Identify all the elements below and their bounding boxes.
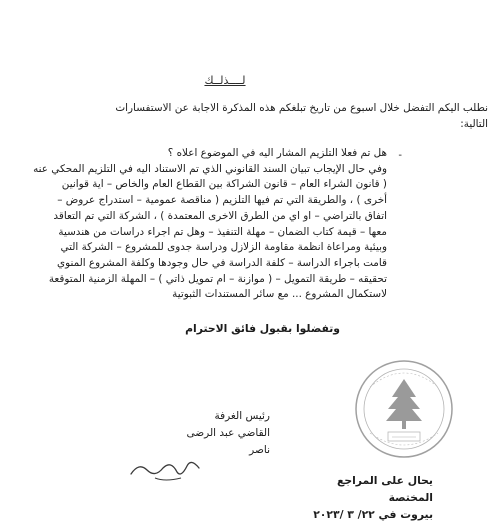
question-line: أخرى ) ، والطريقة التي تم فيها التلزيم ( مناقصة عمومية – استدراج عروض – bbox=[57, 194, 387, 207]
question-line: معها – قيمة كتاب الضمان – مهلة التنفيذ – وهل تم اجراء دراسات من هندسية bbox=[58, 225, 387, 238]
signer-title: رئيس الغرفة bbox=[214, 410, 270, 422]
question-line: هل تم فعلا التلزيم المشار اليه في الموضوع اعلاه ؟ bbox=[167, 147, 387, 159]
handwritten-signature bbox=[125, 448, 205, 488]
cedar-icon bbox=[386, 379, 422, 429]
questions-paragraph bbox=[33, 146, 387, 303]
question-line: وبيئية ومراعاة انظمة مقاومة الزلازل ودراسة جدوى للمشروع – الشركة التي bbox=[60, 241, 387, 254]
question-line: تحقيقه – طريقة التمويل – ( موازنة – ام تمويل ذاتي ) – المهلة الزمنية المتوقعة bbox=[48, 272, 387, 285]
intro-line-1: نطلب اليكم التفضل خلال اسبوع من تاريخ تبلغكم هذه المذكرة الاجابة عن الاستفسارات bbox=[115, 102, 488, 114]
intro-line-2: التالية: bbox=[460, 118, 488, 130]
question-line: اتفاق بالتراضي – او اي من الطرق الاخرى المعتمدة ) ، الشركة التي تم التعاقد bbox=[53, 209, 387, 222]
section-heading: لــــذلــك bbox=[204, 74, 246, 87]
referral-line: يحال على المراجع المختصة bbox=[336, 474, 433, 504]
list-bullet: - bbox=[398, 150, 402, 161]
signer-name: القاضي عبد الرضى ناصر bbox=[186, 427, 270, 456]
question-line: لاستكمال المشروع ... مع سائر المستندات الثبوتية bbox=[172, 288, 387, 301]
question-line: ( قانون الشراء العام – قانون الشراكة بين القطاع العام والخاص – اية قوانين bbox=[61, 178, 387, 191]
referral-date: بيروت في ٢٢/ ٣ /٢٠٢٣ bbox=[313, 508, 433, 521]
question-line: قامت باجراء الدراسة – كلفة الدراسة في حال وجودها وكلفة المشروع المنوي bbox=[56, 256, 387, 269]
referral-block bbox=[293, 472, 433, 523]
closing-salutation: وتفضلوا بقبول فائق الاحترام bbox=[185, 322, 340, 335]
intro-paragraph bbox=[18, 100, 488, 132]
official-seal-stamp bbox=[352, 357, 456, 461]
question-line: وفي حال الإيجاب تبيان السند القانوني الذي تم الاستناد اليه في التلزيم المحكي عنه bbox=[33, 162, 387, 175]
